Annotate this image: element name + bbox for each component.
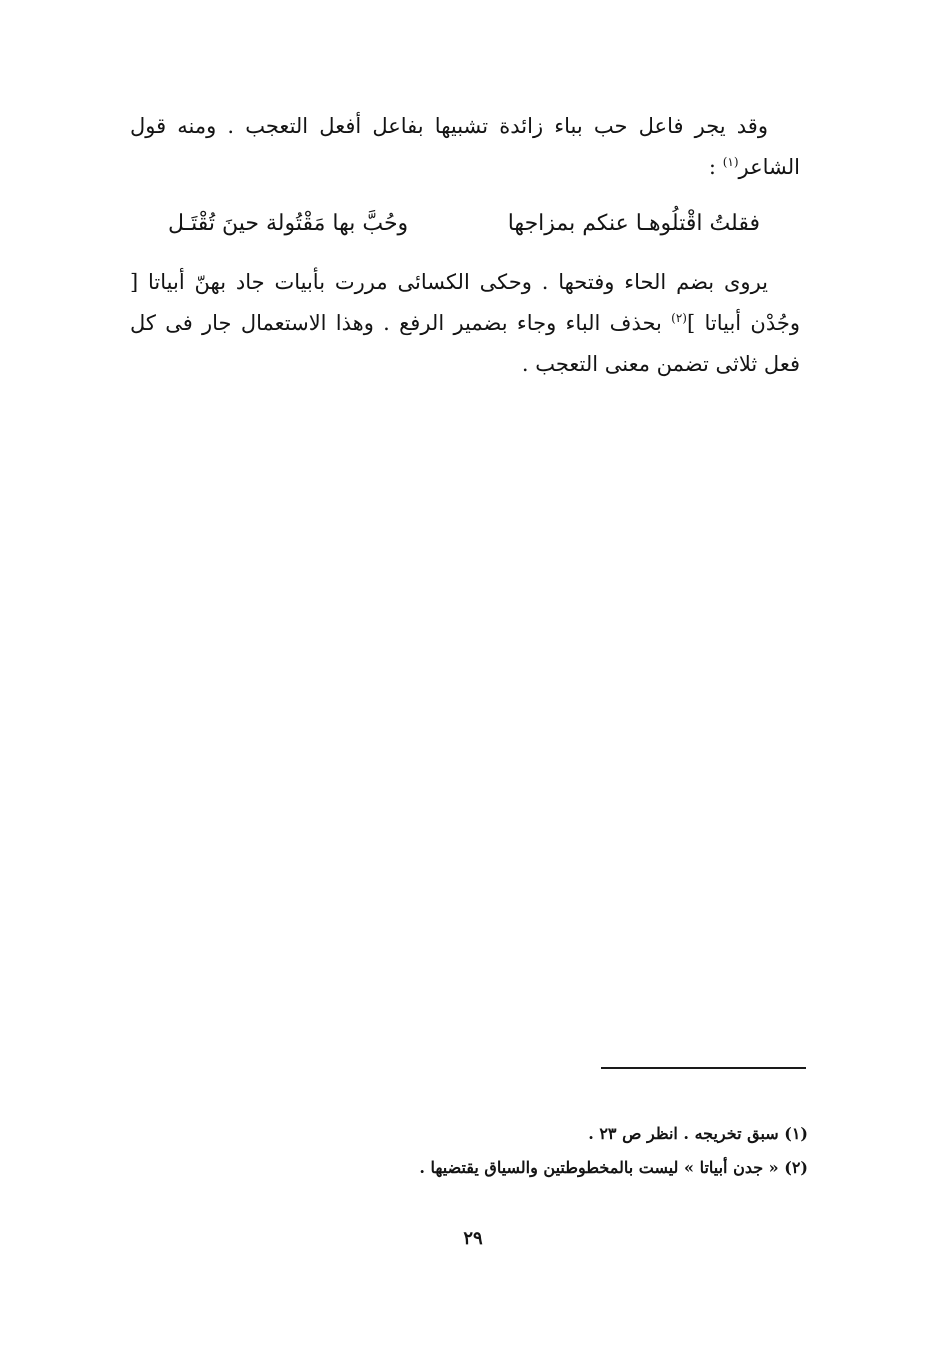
poetry-verse — [168, 202, 760, 246]
paragraph-2-text-before: يروى بضم الحاء وفتحها . وحكى الكسائى مررت بأبيات جاد بهنّ أبياتا [ وجُدْن أبياتا ] — [130, 270, 800, 335]
body-paragraph-2 — [130, 262, 800, 385]
verse-second-hemistich: وحُبَّ بها مَقْتُولة حينَ تُقْتَـل — [168, 211, 409, 236]
paragraph-2-text-after: بحذف الباء وجاء بضمير الرفع . وهذا الاستعمال جار فى كل فعل ثلاثى تضمن معنى التعجب . — [130, 311, 800, 376]
page-number: ٢٩ — [463, 1228, 483, 1249]
footnote-1-text: سبق تخريجه . انظر ص ٢٣ . — [588, 1124, 785, 1143]
footnote-2-text: « جدن أبياتا » ليست بالمخطوطتين والسياق يقتضيها . — [419, 1158, 785, 1177]
footnote-2-marker: (٢) — [784, 1158, 808, 1177]
footnote-2 — [419, 1154, 808, 1182]
footnote-1-marker: (١) — [784, 1124, 808, 1143]
footnote-1 — [588, 1120, 808, 1148]
footnote-ref-2[interactable]: (٢) — [671, 311, 687, 325]
footnote-ref-1[interactable]: (١) — [722, 155, 739, 169]
body-paragraph-1 — [130, 106, 800, 188]
verse-first-hemistich: فقلتُ اقْتلُوهـا عنكم بمزاجها — [507, 211, 760, 236]
paragraph-1-text: وقد يجر فاعل حب بباء زائدة تشبيها بفاعل أفعل التعجب . ومنه قول الشاعر — [130, 114, 800, 179]
footnote-separator — [601, 1067, 806, 1069]
paragraph-1-tail: : — [708, 155, 723, 179]
